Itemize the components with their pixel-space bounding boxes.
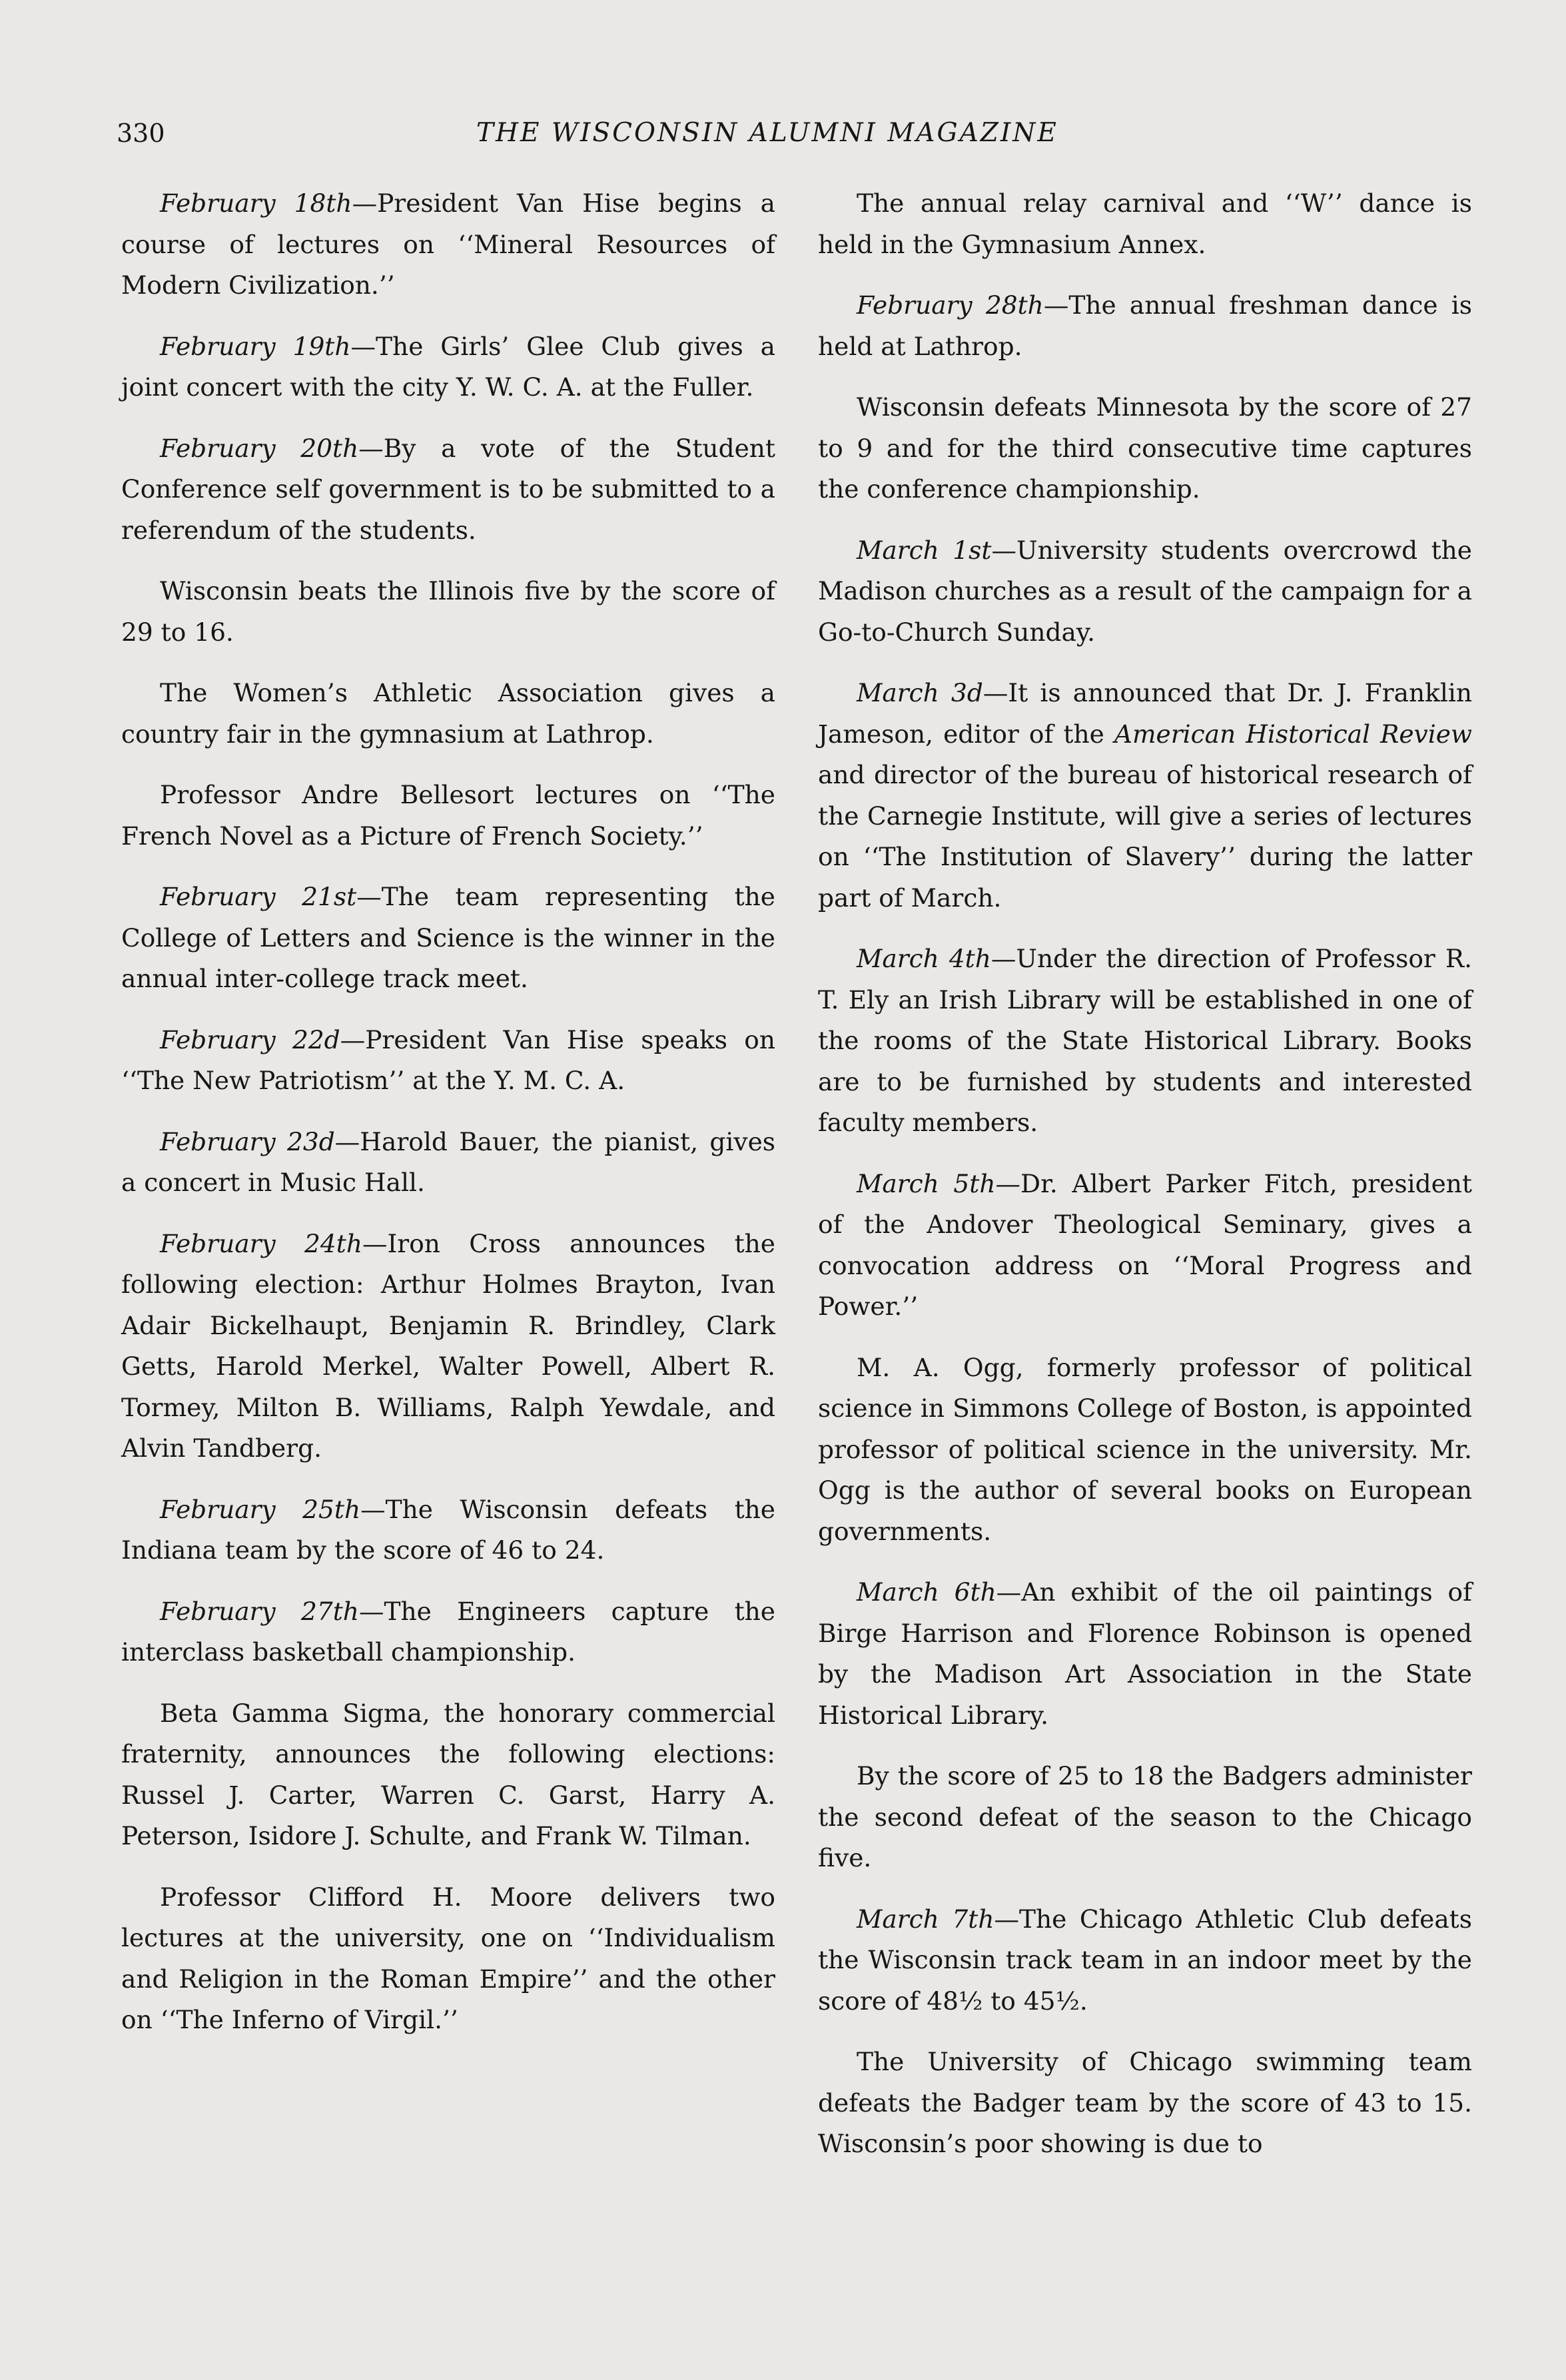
news-entry xyxy=(818,939,1472,1144)
entry-text: and director of the bureau of historical research of the Carnegie Institute, will give a series of lectures on ‘‘The Institution of Slavery’’ during the latter part of March. xyxy=(818,760,1472,913)
news-entry xyxy=(818,1899,1472,2022)
entry-date: February 18th xyxy=(160,189,352,218)
entry-text: Professor Clifford H. Moore delivers two lectures at the university, one on ‘‘Individualism and Religion in the Roman Empire’’ and the other on ‘‘The Inferno of Virgil.’’ xyxy=(121,1882,775,2034)
entry-text: Professor Andre Bellesort lectures on ‘‘The French Novel as a Picture of French Society.’’ xyxy=(121,780,775,851)
entry-text: —It is announced that Dr. J. Franklin Jameson, editor of the xyxy=(818,678,1472,749)
entry-text: —President Van Hise begins a course of lectures on ‘‘Mineral Resources of Modern Civilization.’’ xyxy=(121,189,775,300)
entry-date: February 22d xyxy=(160,1024,340,1054)
news-entry xyxy=(121,1591,775,1673)
news-entry xyxy=(818,673,1472,919)
left-column xyxy=(121,183,775,2061)
entry-text: The Women’s Athletic Association gives a country fair in the gymnasium at Lathrop. xyxy=(121,678,775,749)
entry-date: February 25th xyxy=(160,1494,361,1524)
news-entry xyxy=(818,1756,1472,1879)
entry-date: February 21st xyxy=(160,882,357,911)
entry-text: The annual relay carnival and ‘‘W’’ dance is held in the Gymnasium Annex. xyxy=(818,189,1472,259)
entry-text: —An exhibit of the oil paintings of Birge Harrison and Florence Robinson is opened by the Madison Art Association in the State Historical Library. xyxy=(818,1577,1472,1730)
news-entry xyxy=(121,183,775,306)
news-entry xyxy=(121,1122,775,1204)
news-entry xyxy=(818,1572,1472,1736)
entry-date: February 23d xyxy=(160,1126,335,1156)
entry-text: Wisconsin beats the Illinois five by the score of 29 to 16. xyxy=(121,576,775,647)
news-entry xyxy=(818,530,1472,653)
entry-date: February 28th xyxy=(857,290,1044,320)
journal-title: American Historical Review xyxy=(1114,719,1472,749)
entry-text: —Harold Bauer, the pianist, gives a concert in Music Hall. xyxy=(121,1126,776,1197)
entry-text: Wisconsin defeats Minnesota by the score of 27 to 9 and for the third consecutive time captures the conference championship. xyxy=(818,392,1472,504)
entry-date: March 5th xyxy=(857,1168,996,1198)
entry-text: —The Engineers capture the interclass basketball championship. xyxy=(121,1596,775,1667)
news-entry xyxy=(121,1693,775,1857)
news-entry xyxy=(121,1020,775,1102)
entry-date: February 27th xyxy=(160,1596,359,1626)
entry-text: —The annual freshman dance is held at Lathrop. xyxy=(818,290,1473,361)
news-entry xyxy=(121,1489,775,1571)
news-entry xyxy=(121,673,775,755)
right-column xyxy=(818,183,1472,2185)
entry-date: February 24th xyxy=(160,1228,362,1258)
entry-date: March 3d xyxy=(857,678,983,707)
news-entry xyxy=(818,285,1472,367)
news-entry xyxy=(121,571,775,653)
entry-date: March 4th xyxy=(857,944,991,973)
entry-date: March 1st xyxy=(857,535,992,565)
entry-text: —The Chicago Athletic Club defeats the Wisconsin track team in an indoor meet by the score of 48½ to 45½. xyxy=(818,1904,1472,2016)
news-entry xyxy=(121,428,775,552)
entry-text: —By a vote of the Student Conference self government is to be submitted to a referendum of the students. xyxy=(121,433,775,545)
entry-text: The University of Chicago swimming team defeats the Badger team by the score of 43 to 15. Wisconsin’s poor showing is due to xyxy=(818,2047,1472,2158)
entry-text: —Iron Cross announces the following election: Arthur Holmes Brayton, Ivan Adair Bickelhaupt, Benjamin R. Brindley, Clark Getts, Harold Merkel, Walter Powell, Albert R. Tormey, Milton B. Williams, Ralph Yewdale, and Alvin Tandberg. xyxy=(121,1228,775,1463)
entry-text: —The team representing the College of Letters and Science is the winner in the annual inter-college track meet. xyxy=(121,882,775,993)
entry-date: February 20th xyxy=(160,433,359,463)
news-entry xyxy=(818,183,1472,265)
entry-text: —President Van Hise speaks on ‘‘The New Patriotism’’ at the Y. M. C. A. xyxy=(121,1024,776,1095)
entry-text: —University students overcrowd the Madison churches as a result of the campaign for a Go-to-Church Sunday. xyxy=(818,535,1472,647)
entry-text: —Dr. Albert Parker Fitch, president of the Andover Theological Seminary, gives a convocation address on ‘‘Moral Progress and Power.’’ xyxy=(818,1168,1472,1321)
entry-text: Beta Gamma Sigma, the honorary commercial fraternity, announces the following elections: Russel J. Carter, Warren C. Garst, Harry A. Peterson, Isidore J. Schulte, and Frank W. Tilman. xyxy=(121,1698,775,1850)
news-entry xyxy=(818,1164,1472,1328)
news-entry xyxy=(121,877,775,1000)
news-entry xyxy=(818,387,1472,510)
news-entry xyxy=(121,1877,775,2041)
entry-date: February 19th xyxy=(160,331,351,361)
entry-text: M. A. Ogg, formerly professor of political science in Simmons College of Boston, is appointed professor of political science in the university. Mr. Ogg is the author of several books on European governments. xyxy=(818,1352,1472,1546)
news-entry xyxy=(121,1224,775,1469)
running-head: THE WISCONSIN ALUMNI MAGAZINE xyxy=(476,118,1058,148)
page-number: 330 xyxy=(117,119,165,148)
entry-text: —The Girls’ Glee Club gives a joint concert with the city Y. W. C. A. at the Fuller. xyxy=(121,331,775,402)
news-entry xyxy=(818,1348,1472,1553)
entry-text: —Under the direction of Professor R. T. Ely an Irish Library will be established in one of the rooms of the State Historical Library. Books are to be furnished by students and interested faculty members. xyxy=(818,944,1473,1137)
news-entry xyxy=(121,326,775,408)
page-header xyxy=(0,110,1566,163)
entry-date: March 7th xyxy=(857,1904,994,1934)
entry-text: By the score of 25 to 18 the Badgers administer the second defeat of the season to the Chicago five. xyxy=(818,1761,1472,1872)
news-entry xyxy=(121,775,775,857)
entry-date: March 6th xyxy=(857,1577,996,1607)
entry-text: —The Wisconsin defeats the Indiana team by the score of 46 to 24. xyxy=(121,1494,775,1565)
news-entry xyxy=(818,2042,1472,2165)
